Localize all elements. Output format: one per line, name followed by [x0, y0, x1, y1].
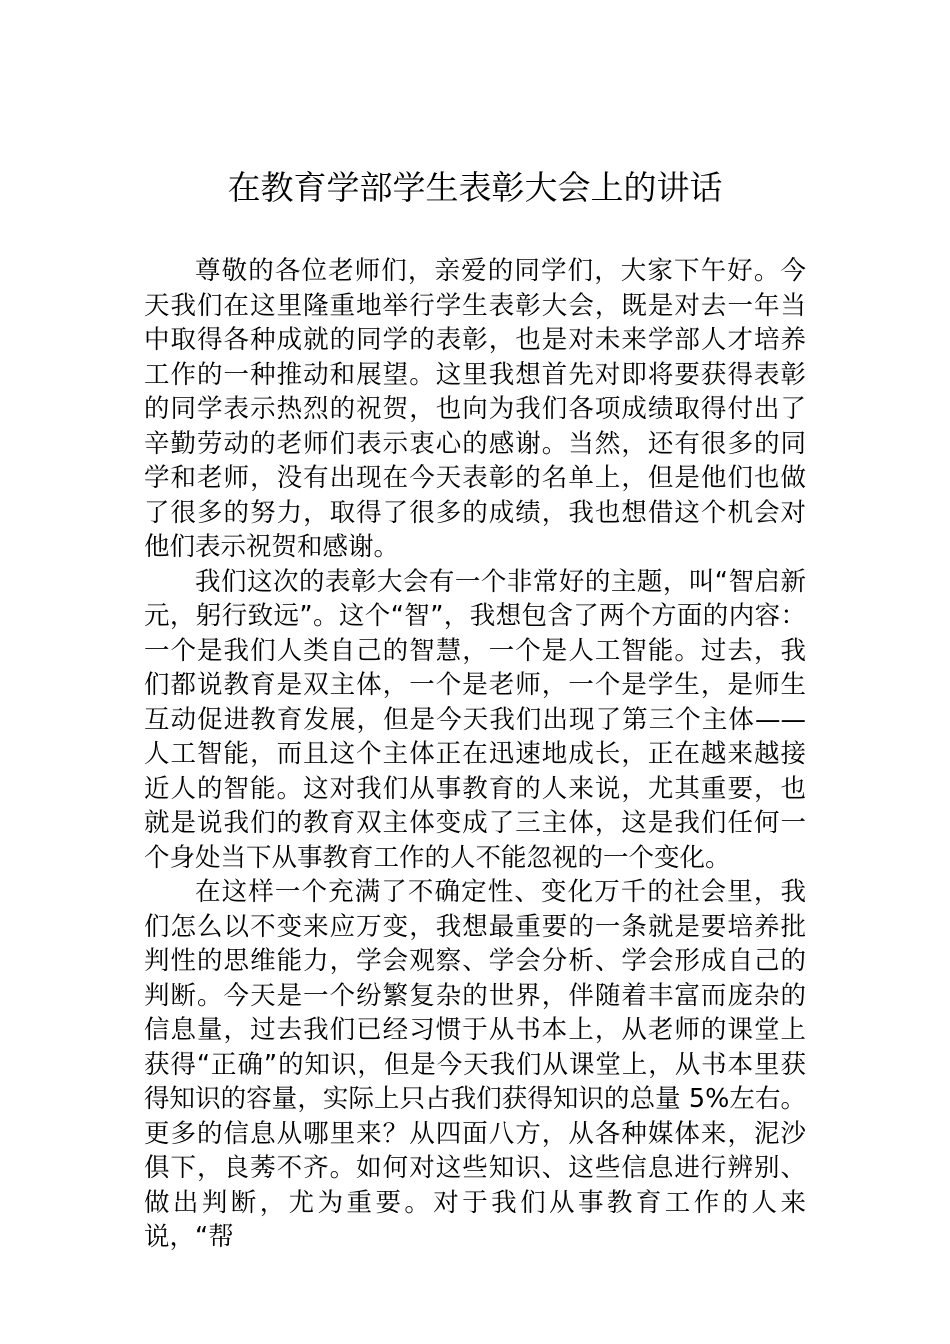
document-title: 在教育学部学生表彰大会上的讲话	[227, 168, 723, 207]
document-body	[144, 254, 806, 1255]
paragraph-critical-thinking: 在这样一个充满了不确定性、变化万千的社会里，我们怎么以不变来应万变，我想最重要的一条就是要培养批判性的思维能力，学会观察、学会分析、学会形成自己的判断。今天是一个纷繁复杂的世界，伴随着丰富而庞杂的信息量，过去我们已经习惯于从书本上，从老师的课堂上获得“正确”的知识，但是今天我们从课堂上，从书本里获得知识的容量，实际上只占我们获得知识的总量 5%左右。更多的信息从哪里来？从四面八方，从各种媒体来，泥沙俱下，良莠不齐。如何对这些知识、这些信息进行辨别、做出判断，尤为重要。对于我们从事教育工作的人来说，“帮	[144, 877, 806, 1252]
paragraph-greeting: 尊敬的各位老师们，亲爱的同学们，大家下午好。今天我们在这里隆重地举行学生表彰大会，既是对去一年当中取得各种成就的同学的表彰，也是对未来学部人才培养工作的一种推动和展望。这里我想首先对即将要获得表彰的同学表示热烈的祝贺，也向为我们各项成绩取得付出了辛勤劳动的老师们表示衷心的感谢。当然，还有很多的同学和老师，没有出现在今天表彰的名单上，但是他们也做了很多的努力，取得了很多的成绩，我也想借这个机会对他们表示祝贺和感谢。	[144, 256, 806, 562]
paragraph-theme: 我们这次的表彰大会有一个非常好的主题，叫“智启新元，躬行致远”。这个“智”，我想包含了两个方面的内容：一个是我们人类自己的智慧，一个是人工智能。过去，我们都说教育是双主体，一个是老师，一个是学生，是师生互动促进教育发展，但是今天我们出现了第三个主体——人工智能，而且这个主体正在迅速地成长，正在越来越接近人的智能。这对我们从事教育的人来说，尤其重要，也就是说我们的教育双主体变成了三主体，这是我们任何一个身处当下从事教育工作的人不能忽视的一个变化。	[144, 566, 806, 873]
